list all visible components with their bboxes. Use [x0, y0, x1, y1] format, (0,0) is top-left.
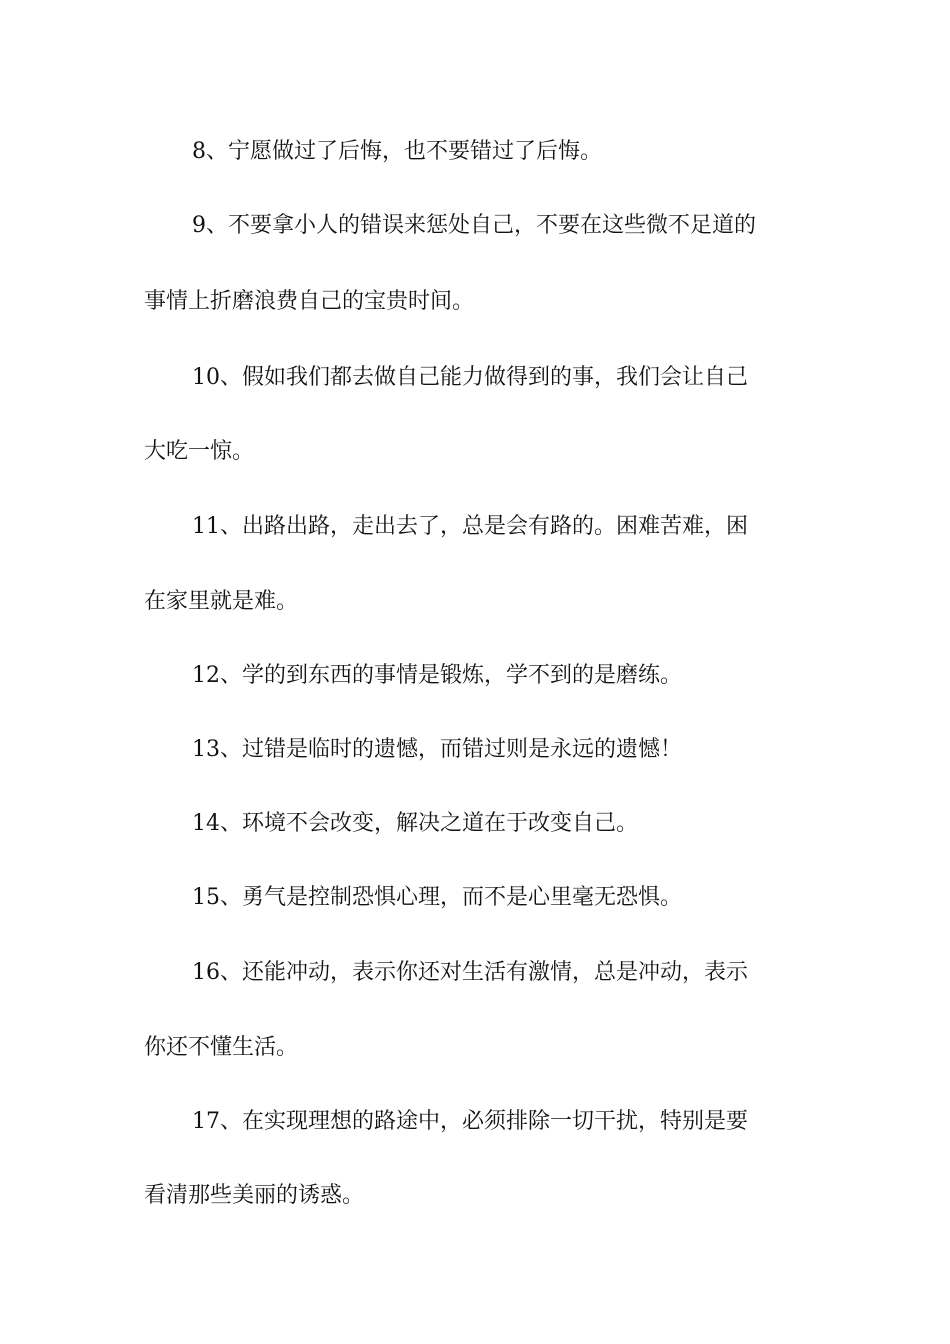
paragraph-line: 8、宁愿做过了后悔，也不要错过了后悔。	[192, 139, 602, 164]
paragraph-line: 16、还能冲动，表示你还对生活有激情，总是冲动，表示	[192, 960, 748, 985]
paragraph-line: 10、假如我们都去做自己能力做得到的事，我们会让自己	[192, 365, 748, 390]
paragraph-line: 13、过错是临时的遗憾，而错过则是永远的遗憾！	[192, 737, 682, 762]
paragraph-line: 14、环境不会改变，解决之道在于改变自己。	[192, 811, 638, 836]
paragraph-line: 15、勇气是控制恐惧心理，而不是心里毫无恐惧。	[192, 885, 682, 910]
paragraph-line: 看清那些美丽的诱惑。	[144, 1183, 365, 1208]
paragraph-line: 你还不懂生活。	[144, 1035, 299, 1060]
paragraph-line: 11、出路出路，走出去了，总是会有路的。困难苦难，困	[192, 514, 748, 539]
paragraph-line: 17、在实现理想的路途中，必须排除一切干扰，特别是要	[192, 1109, 748, 1134]
paragraph-line: 事情上折磨浪费自己的宝贵时间。	[144, 289, 475, 314]
paragraph-line: 在家里就是难。	[144, 589, 299, 614]
paragraph-line: 9、不要拿小人的错误来惩处自己，不要在这些微不足道的	[192, 213, 756, 238]
paragraph-line: 12、学的到东西的事情是锻炼，学不到的是磨练。	[192, 663, 682, 688]
paragraph-line: 大吃一惊。	[144, 439, 255, 464]
